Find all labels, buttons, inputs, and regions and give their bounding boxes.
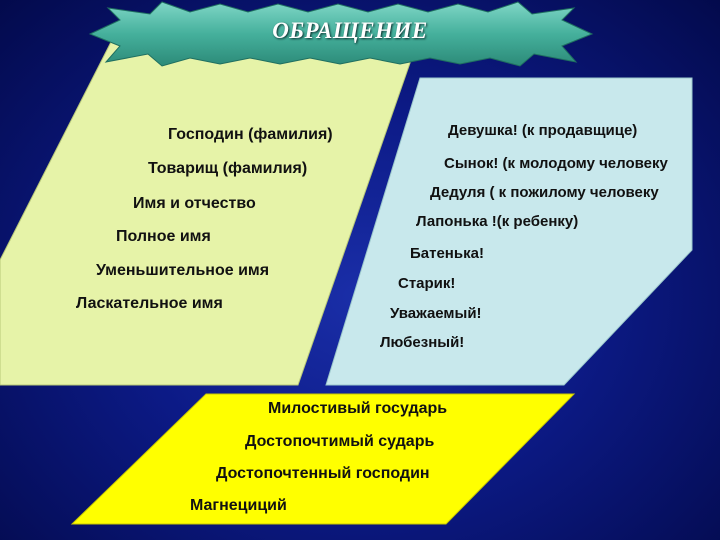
left-item: Полное имя [116,228,211,245]
right-item: Девушка! (к продавщице) [448,122,638,139]
bottom-item: Достопочтенный господин [216,465,430,482]
right-item: Сынок! (к молодому человеку [444,155,668,172]
left-item: Товарищ (фамилия) [148,160,308,177]
right-item: Лапонька !(к ребенку) [416,213,579,230]
right-item: Дедуля ( к пожилому человеку [430,184,659,201]
bottom-item: Милостивый государь [268,400,448,417]
left-item: Ласкательное имя [76,295,223,312]
bottom-item: Достопочтимый сударь [245,433,435,450]
right-item: Батенька! [410,245,484,262]
right-item: Уважаемый! [390,305,482,322]
page-title: ОБРАЩЕНИЕ [272,18,428,43]
right-item: Любезный! [380,334,465,351]
bottom-item: Магнециций [190,497,287,514]
left-item: Господин (фамилия) [168,126,333,143]
left-item: Уменьшительное имя [96,262,270,279]
left-item: Имя и отчество [133,195,256,212]
right-item: Старик! [398,275,456,292]
